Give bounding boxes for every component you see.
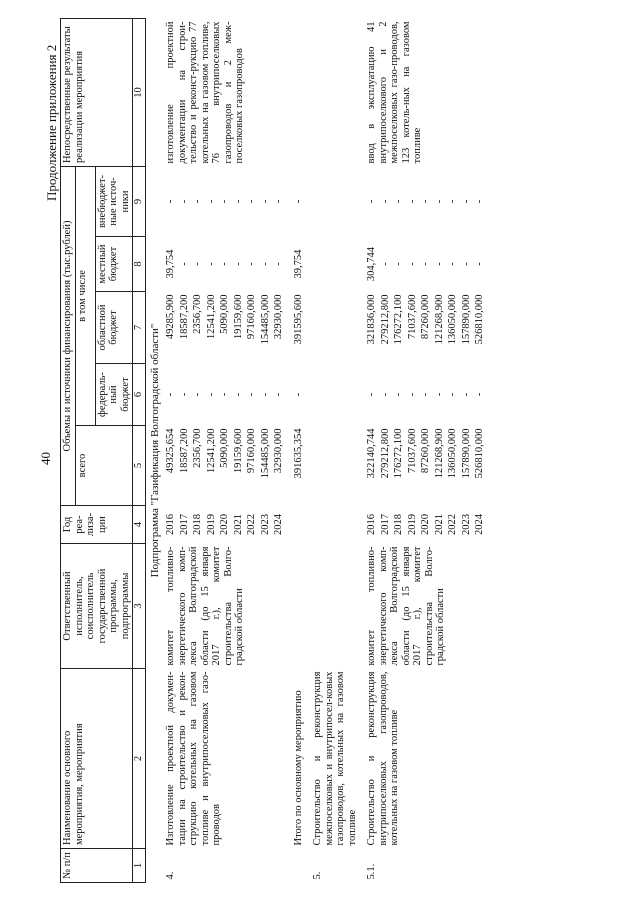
col-number: 9	[133, 166, 146, 236]
regional-cell: 87260,000	[420, 294, 431, 340]
empty-cell	[311, 426, 359, 506]
col-number: 3	[133, 544, 146, 669]
local-cell: -	[406, 262, 418, 266]
col-number: 7	[133, 292, 146, 364]
row-number: 5.	[312, 871, 323, 880]
subprogram-title: Подпрограмма "Газификация Волгоградской области"	[148, 323, 161, 578]
extra-cell: -	[178, 199, 190, 204]
local-cell: -	[219, 262, 230, 266]
local-cell: -	[379, 262, 391, 266]
year-cell: 2023	[259, 514, 271, 535]
year-cell: 2022	[447, 514, 458, 535]
extra-cell: -	[165, 199, 176, 204]
header-results: Непосредственные результаты реализации мероприятия	[61, 18, 133, 166]
federal-cell: -	[259, 392, 271, 397]
result-text: изготовление проектной документации на строи-тельство и реконст-рукцию 77 котельных на газовом топливе, 76 внутрипоселковых газопроводов и 2 меж-поселковых газопроводов	[165, 21, 245, 164]
total-cell: 121268,900	[433, 428, 445, 479]
regional-cell: 279212,800	[379, 294, 391, 345]
col-number: 6	[133, 364, 146, 426]
extra-cell: -	[379, 199, 391, 204]
year-cell: 2024	[474, 514, 485, 535]
regional-cell: 321836,000	[366, 294, 377, 345]
appendix-continuation: Продолжение приложения 2	[44, 44, 59, 201]
year-cell: 2017	[379, 514, 391, 535]
total-sum: 391635,354	[292, 428, 304, 479]
row-number: 5.1.	[366, 863, 377, 880]
total-cell: 279212,800	[379, 428, 391, 479]
federal-cell: -	[178, 392, 190, 397]
local-cell: -	[192, 262, 203, 266]
total-cell: 526810,000	[474, 428, 485, 479]
funding-table	[60, 18, 487, 883]
extra-cell: -	[474, 199, 485, 204]
regional-cell: 71037,600	[406, 294, 418, 340]
header-no: № п/п	[61, 849, 133, 883]
regional-cell: 121268,900	[433, 294, 445, 345]
regional-cell: 97160,000	[246, 294, 257, 340]
extra-cell: -	[447, 199, 458, 204]
table-row	[164, 18, 178, 882]
empty-cell	[292, 849, 306, 883]
federal-cell: -	[246, 392, 257, 397]
local-cell: 39,754	[165, 249, 176, 279]
local-cell: -	[205, 262, 217, 266]
total-cell: 87260,000	[420, 428, 431, 474]
local-cell: -	[420, 262, 431, 266]
regional-cell: 12541,200	[205, 294, 217, 340]
empty-cell	[311, 292, 359, 364]
extra-cell: -	[232, 199, 244, 204]
total-cell: 12541,200	[205, 428, 217, 474]
col-number: 2	[133, 669, 146, 849]
total-cell: 18587,200	[178, 428, 190, 474]
local-cell: -	[246, 262, 257, 266]
extra-cell: -	[219, 199, 230, 204]
year-cell: 2018	[192, 514, 203, 535]
col-number: 4	[133, 506, 146, 544]
regional-cell: 32930,000	[273, 294, 284, 340]
federal-cell: -	[205, 392, 217, 397]
total-cell: 136050,000	[447, 428, 458, 479]
federal-cell: -	[165, 392, 176, 397]
local-cell: -	[460, 262, 472, 266]
header-name: Наименование основного мероприятия, мероприятия	[61, 669, 133, 849]
year-cell: 2021	[433, 514, 445, 535]
empty-cell	[311, 18, 359, 166]
col-number: 10	[133, 18, 146, 166]
total-cell: 154485,000	[259, 428, 271, 479]
extra-cell: -	[366, 199, 377, 204]
total-federal: -	[292, 392, 304, 397]
total-cell: 97160,000	[246, 428, 257, 474]
federal-cell: -	[366, 392, 377, 397]
column-number-row	[133, 18, 146, 882]
col-number: 8	[133, 237, 146, 292]
regional-cell: 526810,000	[474, 294, 485, 345]
extra-cell: -	[433, 199, 445, 204]
empty-cell	[311, 237, 359, 292]
executor-name: комитет топливно-энергетического комп-лекса Волгоградской области (до 15 января 2017 г.), комитет строительства Волго-градской области	[366, 546, 446, 666]
measure-name: Изготовление проектной докумен-тации на строительство и рекон-струкцию котельных на газовом топливе и внутрипоселковых газо-проводов	[165, 671, 222, 846]
local-cell: -	[232, 262, 244, 266]
header-executor: Ответственный исполнитель, соисполнитель государственной программы, подпрограммы	[61, 544, 133, 669]
federal-cell: -	[393, 392, 404, 397]
federal-cell: -	[447, 392, 458, 397]
total-cell: 322140,744	[366, 428, 377, 479]
extra-cell: -	[406, 199, 418, 204]
col-number: 1	[133, 849, 146, 883]
section-row	[311, 18, 359, 882]
federal-cell: -	[192, 392, 203, 397]
total-regional: 391595,600	[292, 294, 304, 345]
regional-cell: 157890,000	[460, 294, 472, 345]
year-cell: 2024	[273, 514, 284, 535]
local-cell: -	[259, 262, 271, 266]
total-local: 39,754	[292, 249, 304, 279]
year-cell: 2016	[366, 514, 377, 535]
federal-cell: -	[232, 392, 244, 397]
total-cell: 2356,700	[192, 428, 203, 468]
federal-cell: -	[406, 392, 418, 397]
federal-cell: -	[420, 392, 431, 397]
total-cell: 49325,654	[165, 428, 176, 474]
local-cell: -	[273, 262, 284, 266]
col-number: 5	[133, 426, 146, 506]
header-local: местный бюджет	[95, 237, 133, 292]
extra-cell: -	[246, 199, 257, 204]
extra-cell: -	[259, 199, 271, 204]
header-including: в том числе	[75, 166, 95, 425]
extra-cell: -	[273, 199, 284, 204]
year-cell: 2020	[420, 514, 431, 535]
local-cell: -	[433, 262, 445, 266]
regional-cell: 136050,000	[447, 294, 458, 345]
total-cell: 176272,100	[393, 428, 404, 479]
header-federal: федераль-ный бюджет	[95, 364, 133, 426]
federal-cell: -	[460, 392, 472, 397]
empty-cell	[311, 364, 359, 426]
year-cell: 2016	[165, 514, 176, 535]
extra-cell: -	[393, 199, 404, 204]
total-cell: 32930,000	[273, 428, 284, 474]
header-year: Год реа-лиза-ции	[61, 506, 133, 544]
federal-cell: -	[273, 392, 284, 397]
regional-cell: 19159,600	[232, 294, 244, 340]
regional-cell: 2356,700	[192, 294, 203, 334]
year-cell: 2017	[178, 514, 190, 535]
extra-cell: -	[460, 199, 472, 204]
local-cell: -	[178, 262, 190, 266]
total-cell: 157890,000	[460, 428, 472, 479]
empty-cell	[311, 506, 359, 544]
page-number: 40	[38, 452, 53, 465]
local-cell: 304,744	[366, 246, 377, 282]
header-funding: Объемы и источники финансирования (тыс.рублей)	[61, 166, 76, 505]
extra-cell: -	[192, 199, 203, 204]
federal-cell: -	[474, 392, 485, 397]
total-cell: 5090,000	[219, 428, 230, 468]
table-row	[365, 18, 379, 882]
empty-cell	[292, 18, 306, 166]
header-extra: внебюджет-ные источ-ники	[95, 166, 133, 236]
measure-name: Строительство и реконструкция внутрипоселковых газопроводов, котельных на газовом топливе	[366, 671, 400, 846]
empty-cell	[311, 544, 359, 669]
year-cell: 2023	[460, 514, 472, 535]
year-cell: 2018	[393, 514, 404, 535]
year-cell: 2019	[406, 514, 418, 535]
empty-cell	[311, 166, 359, 236]
federal-cell: -	[219, 392, 230, 397]
extra-cell: -	[205, 199, 217, 204]
result-text: ввод в эксплуатацию 41 внутрипоселкового и 2 межпоселковых газо-проводов, 123 котель-ных на газовом топливе	[366, 21, 423, 164]
local-cell: -	[474, 262, 485, 266]
extra-cell: -	[420, 199, 431, 204]
year-cell: 2021	[232, 514, 244, 535]
local-cell: -	[393, 262, 404, 266]
regional-cell: 154485,000	[259, 294, 271, 345]
federal-cell: -	[433, 392, 445, 397]
total-cell: 19159,600	[232, 428, 244, 474]
total-extra: -	[292, 199, 304, 204]
total-row	[292, 18, 306, 882]
total-cell: 71037,600	[406, 428, 418, 474]
executor-name: комитет топливно-энергетического комп-лекса Волгоградской области (до 15 января 2017 г.), комитет строительства Волго-градской области	[165, 546, 245, 666]
year-cell: 2020	[219, 514, 230, 535]
federal-cell: -	[379, 392, 391, 397]
year-cell: 2019	[205, 514, 217, 535]
local-cell: -	[447, 262, 458, 266]
total-label: Итого по основному мероприятию	[292, 690, 304, 846]
regional-cell: 176272,100	[393, 294, 404, 345]
regional-cell: 5090,000	[219, 294, 230, 334]
regional-cell: 49285,900	[165, 294, 176, 340]
row-number: 4.	[165, 871, 176, 880]
regional-cell: 18587,200	[178, 294, 190, 340]
measure-name: Строительство и реконструкция межпоселковых и внутрипосел-ковых газопроводов, котельных на газовом топливе	[312, 671, 358, 846]
header-regional: областной бюджет	[95, 292, 133, 364]
year-cell: 2022	[246, 514, 257, 535]
header-total: всего	[75, 426, 133, 506]
